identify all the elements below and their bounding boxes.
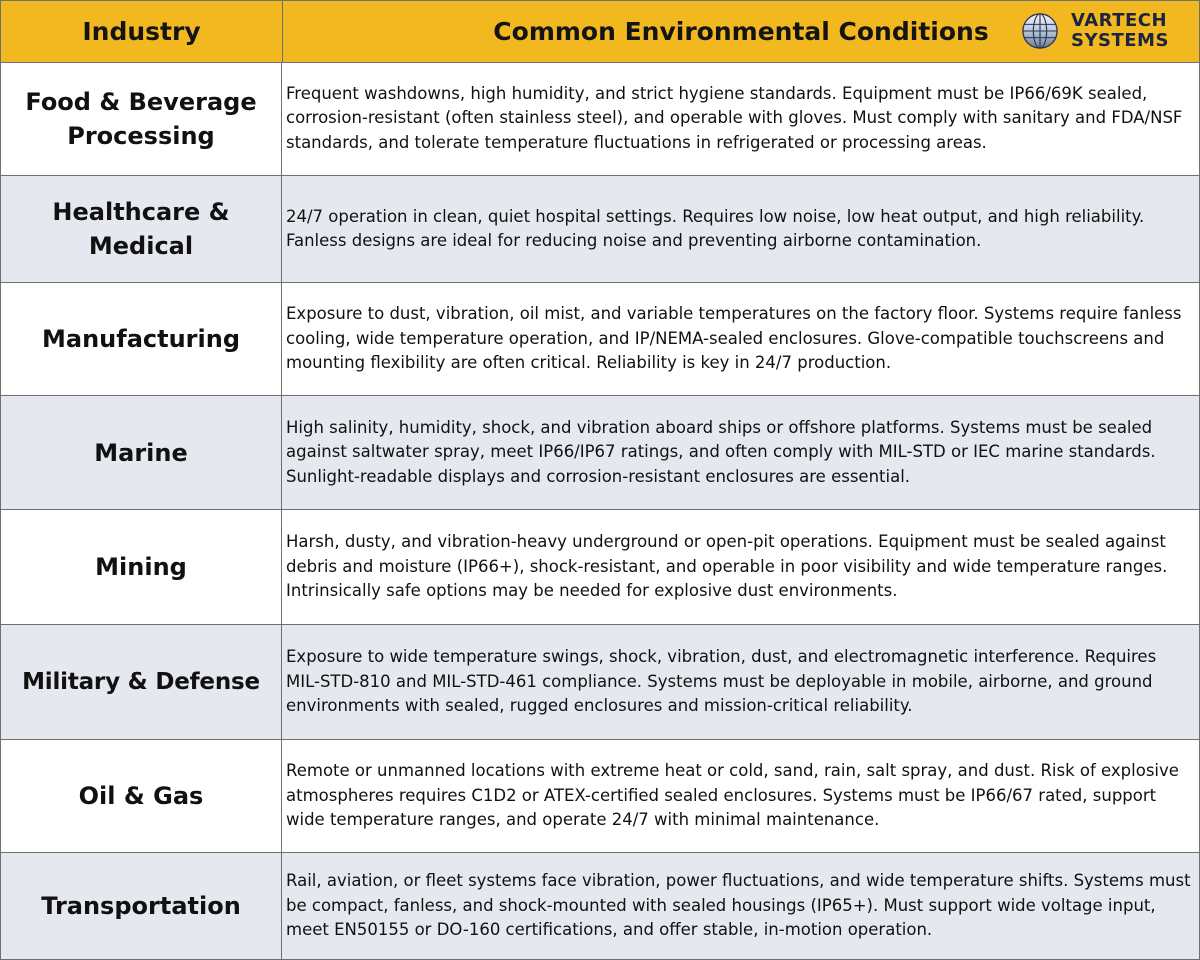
table-row [1,176,1199,283]
conditions-cell: Rail, aviation, or fleet systems face vibration, power fluctuations, and wide temperature shifts. Systems must be compact, fanless, and shock-mounted with sealed housings (IP65+). Must support wide voltage input, meet EN50155 or DO-160 certifications, and offer stable, in-motion operation. [286,871,1191,940]
logo-line-1: VARTECH [1071,10,1168,31]
conditions-cell: Exposure to dust, vibration, oil mist, and variable temperatures on the factory floor. Systems require fanless cooling, wide temperature operation, and IP/NEMA-sealed enclosures. Glove-compatible touchscreens and mounting flexibility are often critical. Reliability is key in 24/7 production. [286,304,1182,373]
conditions-cell: Frequent washdowns, high humidity, and strict hygiene standards. Equipment must be IP66/69K sealed, corrosion-resistant (often stainless steel), and operable with gloves. Must comply with sanitary and FDA/NSF standards, and tolerate temperature fluctuations in refrigerated or processing areas. [286,83,1183,152]
conditions-cell: High salinity, humidity, shock, and vibration aboard ships or offshore platforms. Systems must be sealed against saltwater spray, meet IP66/IP67 ratings, and often comply with MIL-STD or IEC marine standards. Sunlight-readable displays and corrosion-resistant enclosures are essential. [286,417,1156,486]
industry-cell: Food & Beverage Processing [1,62,282,175]
conditions-cell: Remote or unmanned locations with extreme heat or cold, sand, rain, salt spray, and dust. Risk of explosive atmospheres requires C1D2 or ATEX-certified sealed enclosures. Systems must be IP66/67 rated, support wide temperature ranges, and operate 24/7 with minimal maintenance. [286,761,1179,830]
table-row [1,740,1199,853]
industry-cell: Oil & Gas [1,740,282,852]
industry-column-header: Industry [1,1,283,62]
vartech-systems-logo [1019,10,1189,54]
conditions-column-header: Common Environmental Conditions [493,17,989,46]
table-row [1,62,1199,176]
table-row [1,625,1199,740]
table-row [1,396,1199,510]
industry-cell: Marine [1,396,282,509]
table-row [1,510,1199,625]
industry-cell: Transportation [1,853,282,959]
logo-wordmark [1071,11,1191,51]
conditions-cell: Exposure to wide temperature swings, shock, vibration, dust, and electromagnetic interference. Requires MIL-STD-810 and MIL-STD-461 compliance. Systems must be deployable in mobile, airborne, and ground environments with sealed, rugged enclosures and mission-critical reliability. [286,647,1157,716]
industry-cell: Healthcare & Medical [1,176,282,282]
industry-cell: Mining [1,510,282,624]
logo-line-2: SYSTEMS [1071,30,1169,51]
conditions-cell: Harsh, dusty, and vibration-heavy underground or open-pit operations. Equipment must be sealed against debris and moisture (IP66+), shock-resistant, and operable in poor visibility and wide temperature ranges. Intrinsically safe options may be needed for explosive dust environments. [286,532,1168,601]
table-header [1,1,1199,63]
industry-cell: Manufacturing [1,283,282,395]
table-row [1,283,1199,396]
industry-cell: Military & Defense [1,625,282,739]
globe-icon [1021,12,1059,50]
table-row [1,853,1199,959]
conditions-cell: 24/7 operation in clean, quiet hospital settings. Requires low noise, low heat output, and high reliability. Fanless designs are ideal for reducing noise and preventing airborne contamination. [286,206,1145,250]
